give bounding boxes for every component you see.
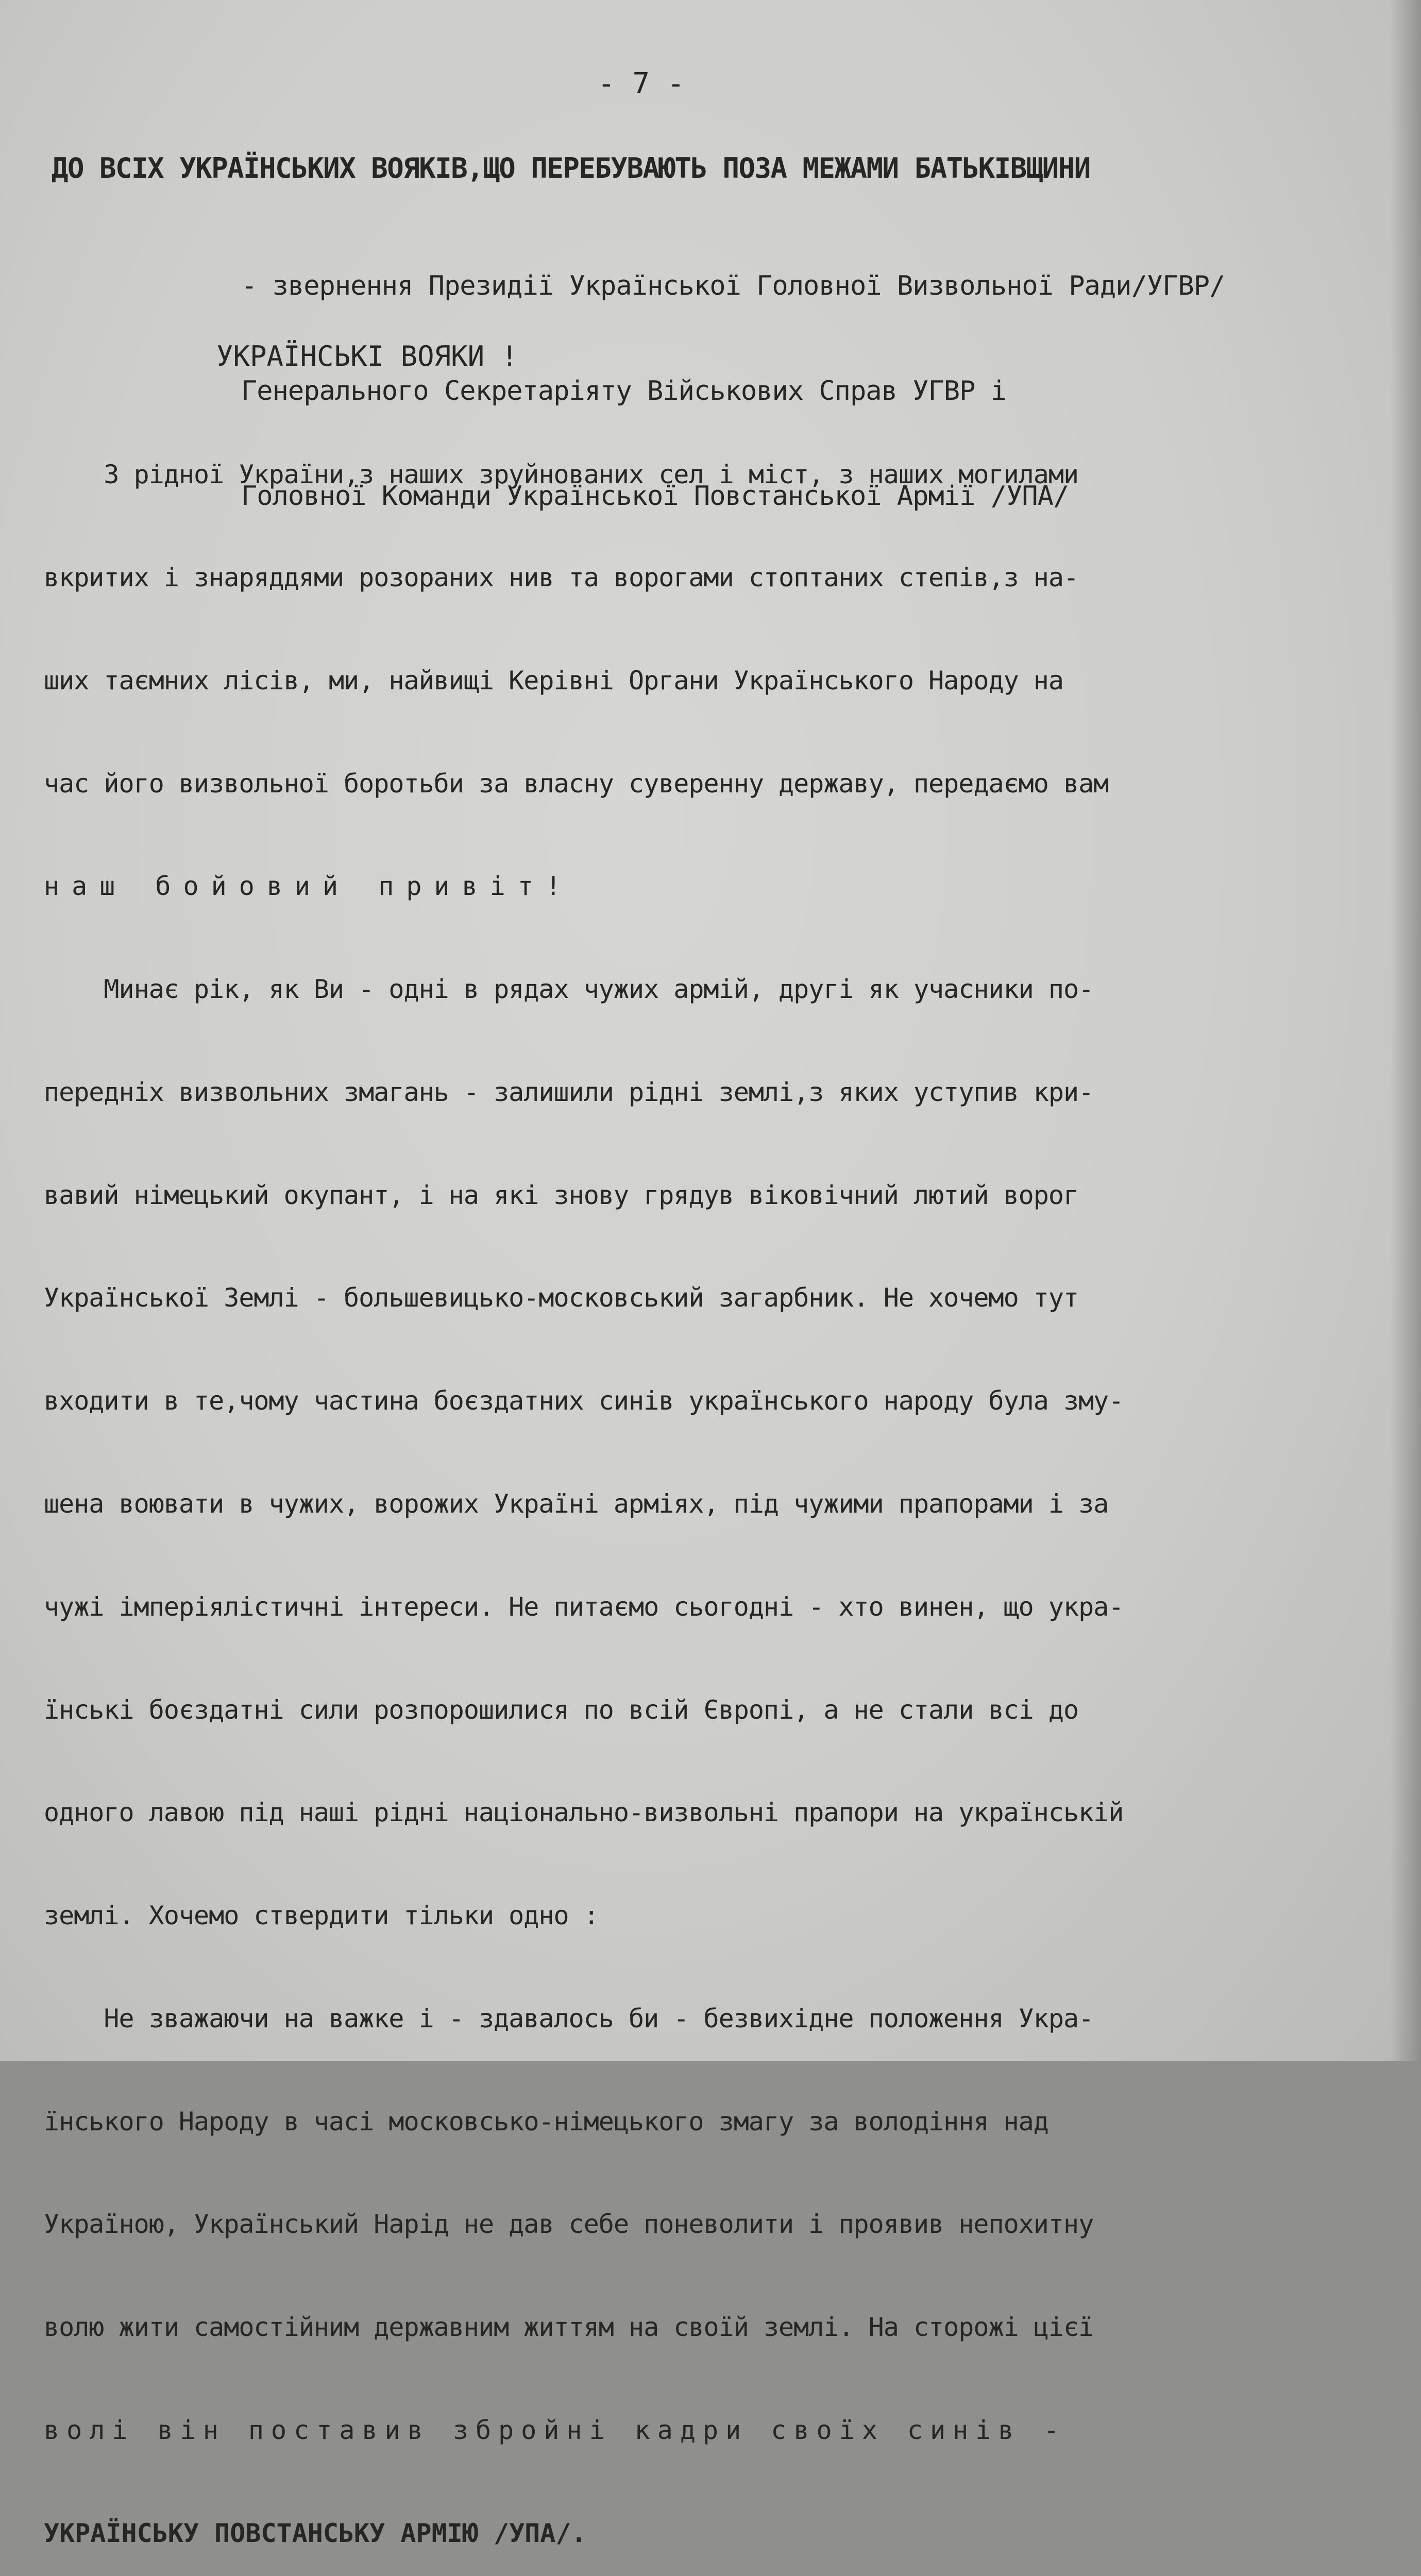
document-title: ДО ВСІХ УКРАЇНСЬКИХ ВОЯКІВ,ЩО ПЕРЕБУВАЮТЬ ПОЗА МЕЖАМИ БАТЬКІВЩИНИ <box>52 152 1090 184</box>
body-line: наш бойовий привіт! <box>44 871 573 902</box>
body-line: вавий німецький окупант, і на які знову грядув віковічний лютий ворог <box>44 1180 1079 1210</box>
body-line: Української Землі - большевицько-московський загарбник. Не хочемо тут <box>44 1283 1079 1313</box>
body-line: ших таємних лісів, ми, найвищі Керівні Органи Українського Народу на <box>44 665 1063 696</box>
body-line: входити в те,чому частина боєздатних синів українського народу була зму- <box>44 1386 1124 1416</box>
body-line: їнського Народу в часі московсько-німецького змагу за володіння над <box>44 2106 1048 2137</box>
body-line: землі. Хочемо ствердити тільки одно : <box>44 1901 599 1931</box>
body-text <box>44 389 1378 2576</box>
body-line: одного лавою під наші рідні національно-визвольні прапори на українській <box>44 1798 1124 1828</box>
body-line: їнські боєздатні сили розпорошилися по всій Європі, а не стали всі до <box>44 1694 1079 1725</box>
body-line-upa: УКРАЇНСЬКУ ПОВСТАНСЬКУ АРМІЮ /УПА/. <box>44 2518 587 2548</box>
body-line: час його визвольної боротьби за власну суверенну державу, передаємо вам <box>44 768 1109 799</box>
body-line: чужі імперіялістичні інтереси. Не питаємо сьогодні - хто винен, що укра- <box>44 1591 1124 1622</box>
body-line: волю жити самостійним державним життям на своїй землі. На сторожі цієї <box>44 2312 1094 2343</box>
subtitle-line: Генерального Секретаріяту Військових Справ УГВР і <box>241 376 1007 406</box>
body-line: Не зважаючи на важке і - здавалось би - безвихідне положення Укра- <box>44 2003 1094 2033</box>
body-line: Україною, Український Нарід не дав себе поневолити і проявив непохитну <box>44 2209 1094 2240</box>
body-line: шена воювати в чужих, ворожих Україні арміях, під чужими прапорами і за <box>44 1489 1109 1519</box>
body-line: вкритих і знаряддями розораних нив та ворогами стоптаних степів,з на- <box>44 562 1079 592</box>
body-line: волі він поставив збройні кадри своїх синів - <box>44 2415 1067 2446</box>
subtitle-line: - звернення Президії Української Головної Визвольної Ради/УГВР/ <box>241 270 1225 301</box>
body-line: передніх визвольних змагань - залишили рідні землі,з яких уступив кри- <box>44 1077 1094 1107</box>
page-number: - 7 - <box>598 67 685 100</box>
subtitle-line: Головної Команди Української Повстанської Армії /УПА/ <box>241 481 1069 512</box>
page-edge-shadow <box>1390 0 1421 2061</box>
greeting-heading: УКРАЇНСЬКІ ВОЯКИ ! <box>216 340 518 372</box>
body-line: Минає рік, як Ви - одні в рядах чужих армій, другі як учасники по- <box>44 974 1094 1005</box>
body-line: З рідної України,з наших зруйнованих сел і міст, з наших могилами <box>44 460 1079 490</box>
